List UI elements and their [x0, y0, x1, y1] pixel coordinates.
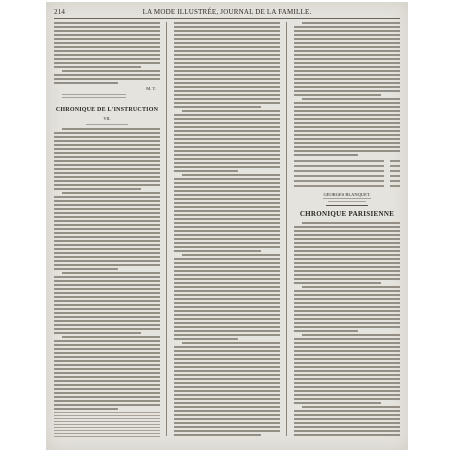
- column-2: [174, 22, 280, 438]
- section-separator: [326, 205, 368, 206]
- column-1: [54, 22, 160, 438]
- page-number: 214: [54, 8, 66, 16]
- page-header: [54, 8, 400, 18]
- signature-top: M. T.: [146, 86, 156, 91]
- column-divider: [286, 22, 287, 436]
- running-title: LA MODE ILLUSTRÉE, JOURNAL DE LA FAMILLE.: [142, 8, 312, 16]
- newspaper-page: [46, 2, 408, 450]
- section-number: VII.: [103, 116, 111, 121]
- column-3: [294, 22, 400, 438]
- header-rule: [54, 18, 400, 19]
- section-heading-instruction: CHRONIQUE DE L'INSTRUCTION: [55, 107, 159, 113]
- column-divider: [166, 22, 167, 436]
- section-heading-parisienne: CHRONIQUE PARISIENNE: [299, 210, 395, 218]
- signature-col3: GEORGES BLANQUET.: [323, 192, 371, 197]
- data-table: [294, 158, 400, 188]
